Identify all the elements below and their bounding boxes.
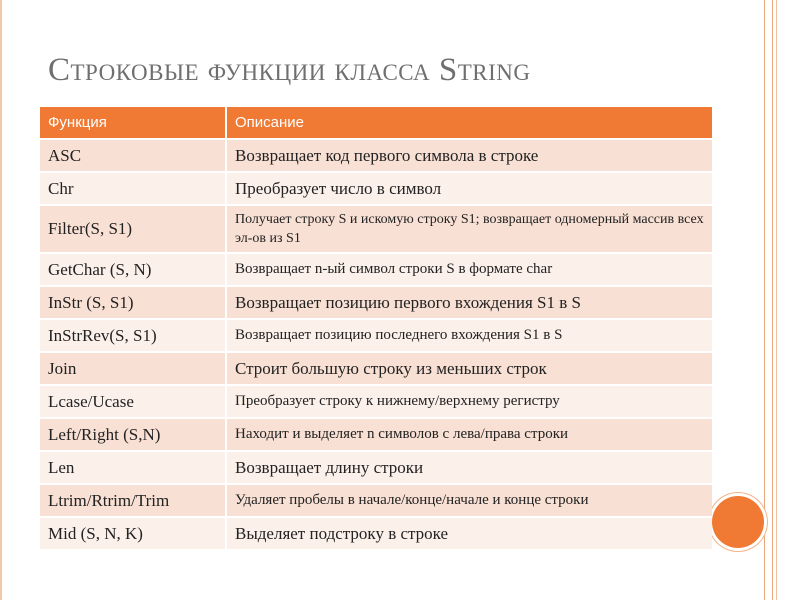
function-description: Возвращает код первого символа в строке — [226, 139, 712, 172]
function-name: Join — [40, 352, 226, 385]
function-description: Получает строку S и искомую строку S1; возвращает одномерный массив всех эл-ов из S1 — [226, 205, 712, 253]
functions-table — [40, 107, 712, 551]
table-row — [40, 418, 712, 451]
function-name: InStrRev(S, S1) — [40, 319, 226, 352]
function-description: Удаляет пробелы в начале/конце/начале и конце строки — [226, 484, 712, 517]
slide-frame-left — [0, 0, 2, 600]
function-name: GetChar (S, N) — [40, 253, 226, 286]
function-name: Ltrim/Rtrim/Trim — [40, 484, 226, 517]
function-description: Выделяет подстроку в строке — [226, 517, 712, 550]
slide-frame-rails — [764, 0, 773, 600]
table-header-row — [40, 107, 712, 139]
header-description: Описание — [226, 107, 712, 139]
table-row — [40, 286, 712, 319]
function-name: Mid (S, N, K) — [40, 517, 226, 550]
table-row — [40, 253, 712, 286]
table-row — [40, 319, 712, 352]
table-row — [40, 205, 712, 253]
table-row — [40, 484, 712, 517]
function-name: Len — [40, 451, 226, 484]
function-description: Строит большую строку из меньших строк — [226, 352, 712, 385]
table-row — [40, 172, 712, 205]
function-name: Chr — [40, 172, 226, 205]
function-name: Lcase/Ucase — [40, 385, 226, 418]
function-description: Находит и выделяет n символов с лева/права строки — [226, 418, 712, 451]
slide-frame-rail-line — [776, 0, 777, 600]
function-description: Возвращает n-ый символ строки S в формате char — [226, 253, 712, 286]
function-name: Filter(S, S1) — [40, 205, 226, 253]
function-name: ASC — [40, 139, 226, 172]
function-description: Возвращает позицию первого вхождения S1 в S — [226, 286, 712, 319]
function-description: Преобразует строку к нижнему/верхнему регистру — [226, 385, 712, 418]
function-description: Возвращает длину строки — [226, 451, 712, 484]
table-row — [40, 451, 712, 484]
function-name: Left/Right (S,N) — [40, 418, 226, 451]
header-function: Функция — [40, 107, 226, 139]
decorative-circle — [712, 496, 764, 548]
table-row — [40, 517, 712, 550]
function-description: Преобразует число в символ — [226, 172, 712, 205]
slide-title: Строковые функции класса String — [48, 52, 531, 88]
table-row — [40, 352, 712, 385]
function-name: InStr (S, S1) — [40, 286, 226, 319]
table-row — [40, 139, 712, 172]
table-row — [40, 385, 712, 418]
function-description: Возвращает позицию последнего вхождения S1 в S — [226, 319, 712, 352]
